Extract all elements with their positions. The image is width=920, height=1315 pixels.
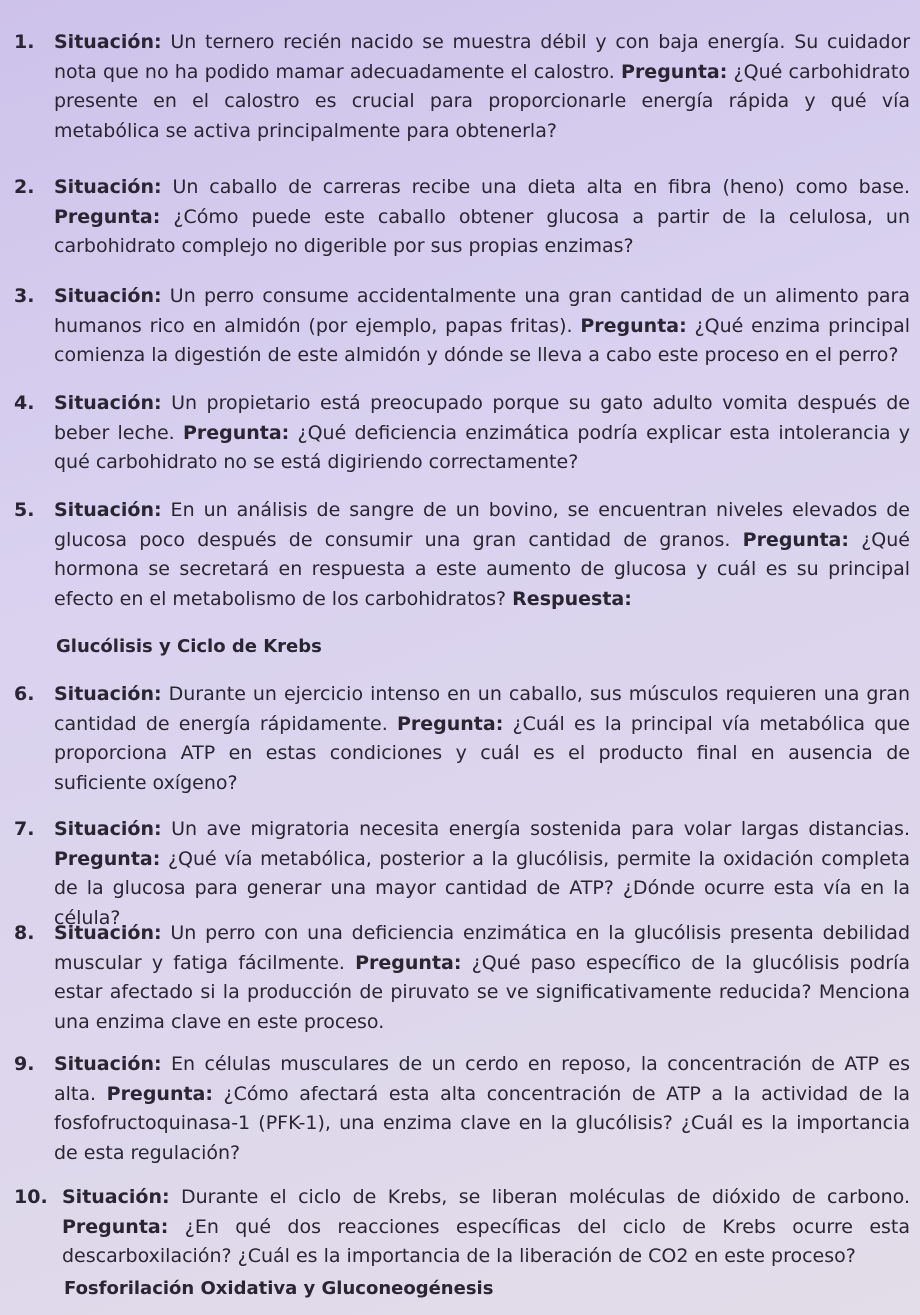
item-number: 4. <box>14 392 35 414</box>
situation-label: Situación: <box>62 1186 170 1208</box>
situation-text: Un ternero recién nacido se muestra débil y con baja energía. Su cuidador nota que no ha podido mamar adecuadamente el calostro. <box>54 31 910 83</box>
item-number: 6. <box>14 683 35 705</box>
situation-text: Un caballo de carreras recibe una dieta alta en fibra (heno) como base. <box>161 176 910 198</box>
question-label: Pregunta: <box>54 847 161 870</box>
question-item-10 <box>14 1183 910 1272</box>
question-label: Pregunta: <box>106 1082 213 1105</box>
situation-label: Situación: <box>54 392 162 414</box>
question-item-9 <box>14 1050 910 1168</box>
item-number: 2. <box>14 176 35 198</box>
question-text: ¿Cómo puede este caballo obtener glucosa a partir de la celulosa, un carbohidrato complejo no digerible por sus propias enzimas? <box>54 205 910 257</box>
question-item-4 <box>14 389 910 478</box>
situation-label: Situación: <box>54 285 162 307</box>
question-text: ¿Qué vía metabólica, posterior a la glucólisis, permite la oxidación completa de la glucosa para generar una mayor cantidad de ATP? ¿Dónde ocurre esta vía en la célula? <box>54 847 910 929</box>
question-text: ¿Cuál es la principal vía metabólica que proporciona ATP en estas condiciones y cuál es el producto final en ausencia de suficiente oxígeno? <box>54 712 910 794</box>
question-item-3 <box>14 282 910 371</box>
question-label: Pregunta: <box>621 60 728 83</box>
question-text: ¿Cómo afectará esta alta concentración de ATP a la actividad de la fosfofructoquinasa-1 (PFK-1), una enzima clave en la glucólisis? ¿Cuál es la importancia de esta regulación? <box>54 1082 911 1164</box>
situation-label: Situación: <box>54 1053 162 1075</box>
situation-label: Situación: <box>54 818 162 840</box>
situation-label: Situación: <box>54 922 162 944</box>
answer-label: Respuesta: <box>512 587 632 610</box>
question-item-2 <box>14 173 910 262</box>
item-number: 5. <box>14 499 35 521</box>
question-item-6 <box>14 680 910 798</box>
question-label: Pregunta: <box>355 951 462 974</box>
question-text: ¿Qué hormona se secretará en respuesta a este aumento de glucosa y cuál es su principal efecto en el metabolismo de los carbohidratos? <box>54 528 910 610</box>
question-text: ¿En qué dos reacciones específicas del ciclo de Krebs ocurre esta descarboxilación? ¿Cuál es la importancia de la liberación de CO2 en este proceso? <box>62 1215 910 1267</box>
question-item-8 <box>14 919 910 1037</box>
section-heading-oxidative: Fosforilación Oxidativa y Gluconeogénesis <box>64 1278 494 1299</box>
question-text: ¿Qué paso específico de la glucólisis podría estar afectado si la producción de piruvato se ve significativamente reducida? Menciona una enzima clave en este proceso. <box>54 951 910 1033</box>
situation-text: Durante el ciclo de Krebs, se liberan moléculas de dióxido de carbono. <box>169 1186 910 1208</box>
question-item-1 <box>14 28 910 146</box>
question-label: Pregunta: <box>62 1215 169 1238</box>
situation-text: Un perro consume accidentalmente una gran cantidad de un alimento para humanos rico en almidón (por ejemplo, papas fritas). <box>54 285 910 337</box>
item-number: 7. <box>14 818 35 840</box>
question-label: Pregunta: <box>396 712 504 735</box>
situation-text: Un propietario está preocupado porque su gato adulto vomita después de beber leche. <box>54 392 910 444</box>
situation-label: Situación: <box>54 31 162 53</box>
item-number: 3. <box>14 285 35 307</box>
situation-text: Durante un ejercicio intenso en un caballo, sus músculos requieren una gran cantidad de energía rápidamente. <box>54 683 910 735</box>
item-number: 8. <box>14 922 35 944</box>
situation-label: Situación: <box>54 499 162 521</box>
question-label: Pregunta: <box>182 421 290 444</box>
question-text: ¿Qué carbohidrato presente en el calostro es crucial para proporcionarle energía rápida y qué vía metabólica se activa principalmente para obtenerla? <box>54 60 910 142</box>
question-label: Pregunta: <box>580 314 687 337</box>
question-text: ¿Qué enzima principal comienza la digestión de este almidón y dónde se lleva a cabo este proceso en el perro? <box>54 314 910 366</box>
situation-text: En un análisis de sangre de un bovino, se encuentran niveles elevados de glucosa poco después de consumir una gran cantidad de granos. <box>54 499 910 551</box>
question-label: Pregunta: <box>54 205 161 228</box>
question-item-7 <box>14 815 910 933</box>
situation-label: Situación: <box>54 683 162 705</box>
question-item-5 <box>14 496 910 614</box>
question-label: Pregunta: <box>742 528 849 551</box>
situation-text: Un perro con una deficiencia enzimática en la glucólisis presenta debilidad muscular y fatiga fácilmente. <box>54 922 910 974</box>
item-number: 9. <box>14 1053 35 1075</box>
situation-text: En células musculares de un cerdo en reposo, la concentración de ATP es alta. <box>54 1053 910 1105</box>
situation-label: Situación: <box>54 176 162 198</box>
item-number: 10. <box>14 1186 48 1208</box>
situation-text: Un ave migratoria necesita energía sostenida para volar largas distancias. <box>161 818 910 840</box>
section-heading-glycolysis: Glucólisis y Ciclo de Krebs <box>56 636 322 657</box>
question-text: ¿Qué deficiencia enzimática podría explicar esta intolerancia y qué carbohidrato no se está digiriendo correctamente? <box>54 421 911 473</box>
item-number: 1. <box>14 31 35 53</box>
